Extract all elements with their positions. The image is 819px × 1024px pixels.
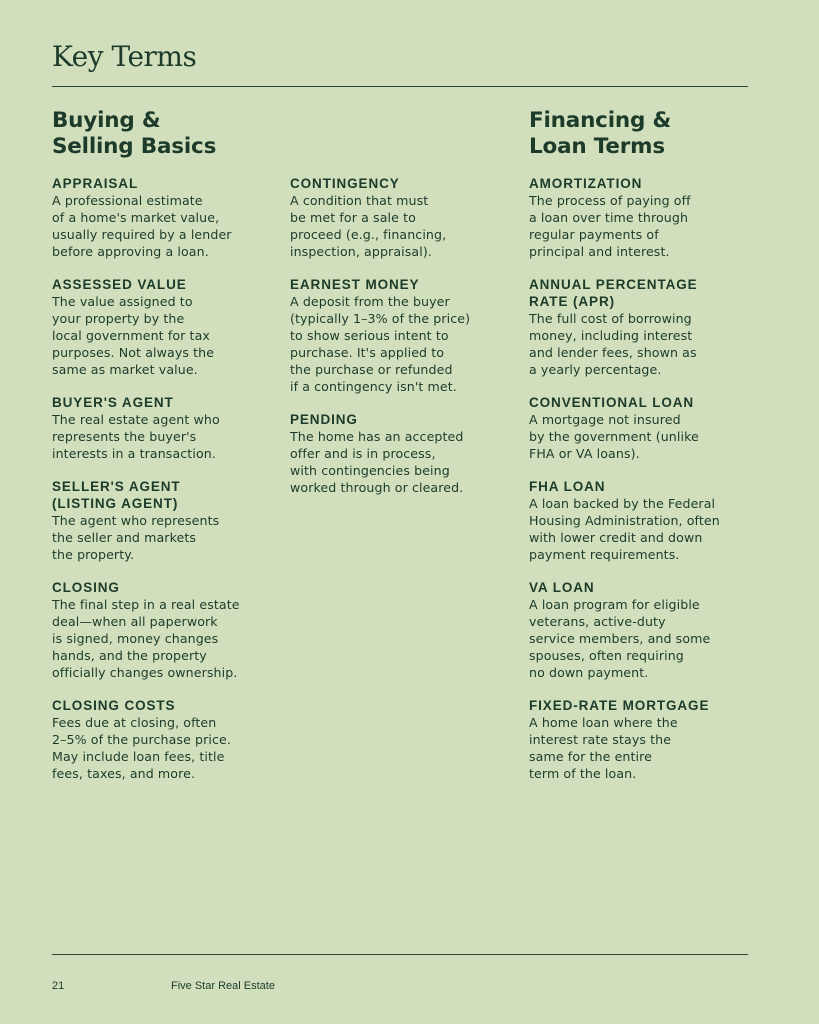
section-heading-financing-loan: [529, 108, 671, 160]
section-heading-buying-selling: [52, 108, 216, 160]
term-definition-line: if a contingency isn't met.: [290, 379, 457, 394]
term-entry: [52, 394, 277, 462]
term-definition: [52, 596, 277, 681]
term-entry: [529, 478, 754, 563]
term-definition: [52, 293, 277, 378]
term-definition-line: A loan backed by the Federal: [529, 496, 716, 511]
term-definition-line: interest rate stays the: [529, 732, 672, 747]
term-name: [529, 394, 754, 411]
term-name: [529, 697, 754, 714]
term-entry: [290, 276, 515, 395]
section-heading-line: Selling Basics: [52, 134, 217, 159]
term-name: [52, 579, 277, 596]
term-name: [290, 411, 515, 428]
term-definition-line: The process of paying off: [529, 193, 691, 208]
term-definition-line: by the government (unlike: [529, 429, 699, 444]
term-definition: [529, 411, 754, 462]
term-definition: [529, 714, 754, 782]
term-entry: [52, 175, 277, 260]
term-name-line: RATE (APR): [529, 294, 615, 309]
term-definition-line: deal—when all paperwork: [52, 614, 218, 629]
term-definition-line: A mortgage not insured: [529, 412, 681, 427]
term-name-line: CONVENTIONAL LOAN: [529, 395, 695, 410]
term-definition-line: represents the buyer's: [52, 429, 197, 444]
term-entry: [52, 579, 277, 681]
term-definition-line: (typically 1–3% of the price): [290, 311, 471, 326]
term-definition-line: to show serious intent to: [290, 328, 449, 343]
section-heading-line: Buying &: [52, 108, 161, 133]
term-definition-line: principal and interest.: [529, 244, 670, 259]
term-definition-line: term of the loan.: [529, 766, 637, 781]
footer-brand: Five Star Real Estate: [171, 980, 275, 992]
term-definition-line: The real estate agent who: [52, 412, 220, 427]
term-definition-line: The agent who represents: [52, 513, 220, 528]
terms-column-2: [290, 175, 515, 512]
term-definition: [290, 428, 515, 496]
term-name: [52, 276, 277, 293]
term-name: [52, 478, 277, 512]
term-definition-line: Housing Administration, often: [529, 513, 720, 528]
term-name-line: VA LOAN: [529, 580, 595, 595]
term-definition-line: the purchase or refunded: [290, 362, 453, 377]
term-definition-line: be met for a sale to: [290, 210, 416, 225]
term-definition-line: inspection, appraisal).: [290, 244, 432, 259]
bottom-divider: [52, 954, 748, 955]
term-definition-line: The value assigned to: [52, 294, 193, 309]
term-definition: [290, 192, 515, 260]
term-definition-line: spouses, often requiring: [529, 648, 684, 663]
term-definition-line: The full cost of borrowing: [529, 311, 692, 326]
term-definition-line: proceed (e.g., financing,: [290, 227, 447, 242]
term-definition: [290, 293, 515, 395]
term-definition-line: The home has an accepted: [290, 429, 464, 444]
term-definition-line: with contingencies being: [290, 463, 450, 478]
term-name-line: FHA LOAN: [529, 479, 606, 494]
term-name-line: BUYER'S AGENT: [52, 395, 174, 410]
term-name-line: CLOSING COSTS: [52, 698, 176, 713]
term-name: [290, 175, 515, 192]
term-definition-line: usually required by a lender: [52, 227, 232, 242]
term-definition-line: with lower credit and down: [529, 530, 703, 545]
term-entry: [529, 579, 754, 681]
term-definition-line: FHA or VA loans).: [529, 446, 640, 461]
term-definition: [52, 411, 277, 462]
term-definition: [529, 596, 754, 681]
term-definition-line: fees, taxes, and more.: [52, 766, 196, 781]
term-entry: [52, 276, 277, 378]
term-definition-line: Fees due at closing, often: [52, 715, 217, 730]
term-name-line: ASSESSED VALUE: [52, 277, 187, 292]
term-entry: [52, 697, 277, 782]
term-definition: [529, 192, 754, 260]
term-definition-line: purchase. It's applied to: [290, 345, 445, 360]
term-definition-line: A loan program for eligible: [529, 597, 700, 612]
top-divider: [52, 86, 748, 87]
term-name: [529, 175, 754, 192]
term-name-line: APPRAISAL: [52, 176, 139, 191]
term-name-line: PENDING: [290, 412, 358, 427]
term-definition-line: no down payment.: [529, 665, 649, 680]
term-definition-line: before approving a loan.: [52, 244, 209, 259]
term-name-line: EARNEST MONEY: [290, 277, 420, 292]
term-entry: [290, 411, 515, 496]
term-name: [52, 175, 277, 192]
term-definition-line: same for the entire: [529, 749, 653, 764]
terms-column-3: [529, 175, 754, 798]
term-definition-line: May include loan fees, title: [52, 749, 225, 764]
term-definition-line: veterans, active-duty: [529, 614, 666, 629]
term-definition-line: offer and is in process,: [290, 446, 436, 461]
term-definition-line: hands, and the property: [52, 648, 207, 663]
term-definition-line: A professional estimate: [52, 193, 203, 208]
term-definition: [529, 310, 754, 378]
term-definition: [52, 512, 277, 563]
term-definition: [52, 714, 277, 782]
term-definition-line: A condition that must: [290, 193, 429, 208]
terms-column-1: [52, 175, 277, 798]
term-definition-line: a yearly percentage.: [529, 362, 662, 377]
term-definition-line: local government for tax: [52, 328, 210, 343]
term-definition: [529, 495, 754, 563]
term-definition-line: money, including interest: [529, 328, 693, 343]
term-definition-line: is signed, money changes: [52, 631, 219, 646]
term-definition-line: your property by the: [52, 311, 185, 326]
page-number: 21: [52, 980, 65, 992]
term-entry: [529, 394, 754, 462]
term-definition-line: 2–5% of the purchase price.: [52, 732, 231, 747]
section-heading-line: Financing &: [529, 108, 672, 133]
term-definition-line: same as market value.: [52, 362, 198, 377]
term-name: [529, 579, 754, 596]
term-entry: [529, 175, 754, 260]
term-definition-line: service members, and some: [529, 631, 711, 646]
page-title: Key Terms: [52, 40, 197, 73]
term-definition-line: purposes. Not always the: [52, 345, 215, 360]
term-name-line: ANNUAL PERCENTAGE: [529, 277, 698, 292]
term-definition-line: officially changes ownership.: [52, 665, 238, 680]
term-name: [52, 394, 277, 411]
term-name-line: AMORTIZATION: [529, 176, 643, 191]
term-definition-line: A home loan where the: [529, 715, 678, 730]
term-name-line: CLOSING: [52, 580, 120, 595]
term-entry: [529, 697, 754, 782]
term-entry: [529, 276, 754, 378]
term-entry: [52, 478, 277, 563]
term-definition-line: a loan over time through: [529, 210, 689, 225]
term-definition-line: and lender fees, shown as: [529, 345, 697, 360]
term-name: [529, 276, 754, 310]
term-definition-line: regular payments of: [529, 227, 659, 242]
term-name-line: FIXED-RATE MORTGAGE: [529, 698, 710, 713]
term-definition-line: the property.: [52, 547, 135, 562]
term-definition-line: A deposit from the buyer: [290, 294, 450, 309]
term-definition-line: the seller and markets: [52, 530, 197, 545]
term-name: [52, 697, 277, 714]
term-definition-line: interests in a transaction.: [52, 446, 216, 461]
term-name: [290, 276, 515, 293]
term-name-line: (LISTING AGENT): [52, 496, 179, 511]
term-name-line: CONTINGENCY: [290, 176, 400, 191]
term-definition-line: of a home's market value,: [52, 210, 220, 225]
term-definition: [52, 192, 277, 260]
term-definition-line: The final step in a real estate: [52, 597, 240, 612]
term-name: [529, 478, 754, 495]
section-heading-line: Loan Terms: [529, 134, 665, 159]
term-definition-line: worked through or cleared.: [290, 480, 464, 495]
term-entry: [290, 175, 515, 260]
term-name-line: SELLER'S AGENT: [52, 479, 181, 494]
term-definition-line: payment requirements.: [529, 547, 680, 562]
